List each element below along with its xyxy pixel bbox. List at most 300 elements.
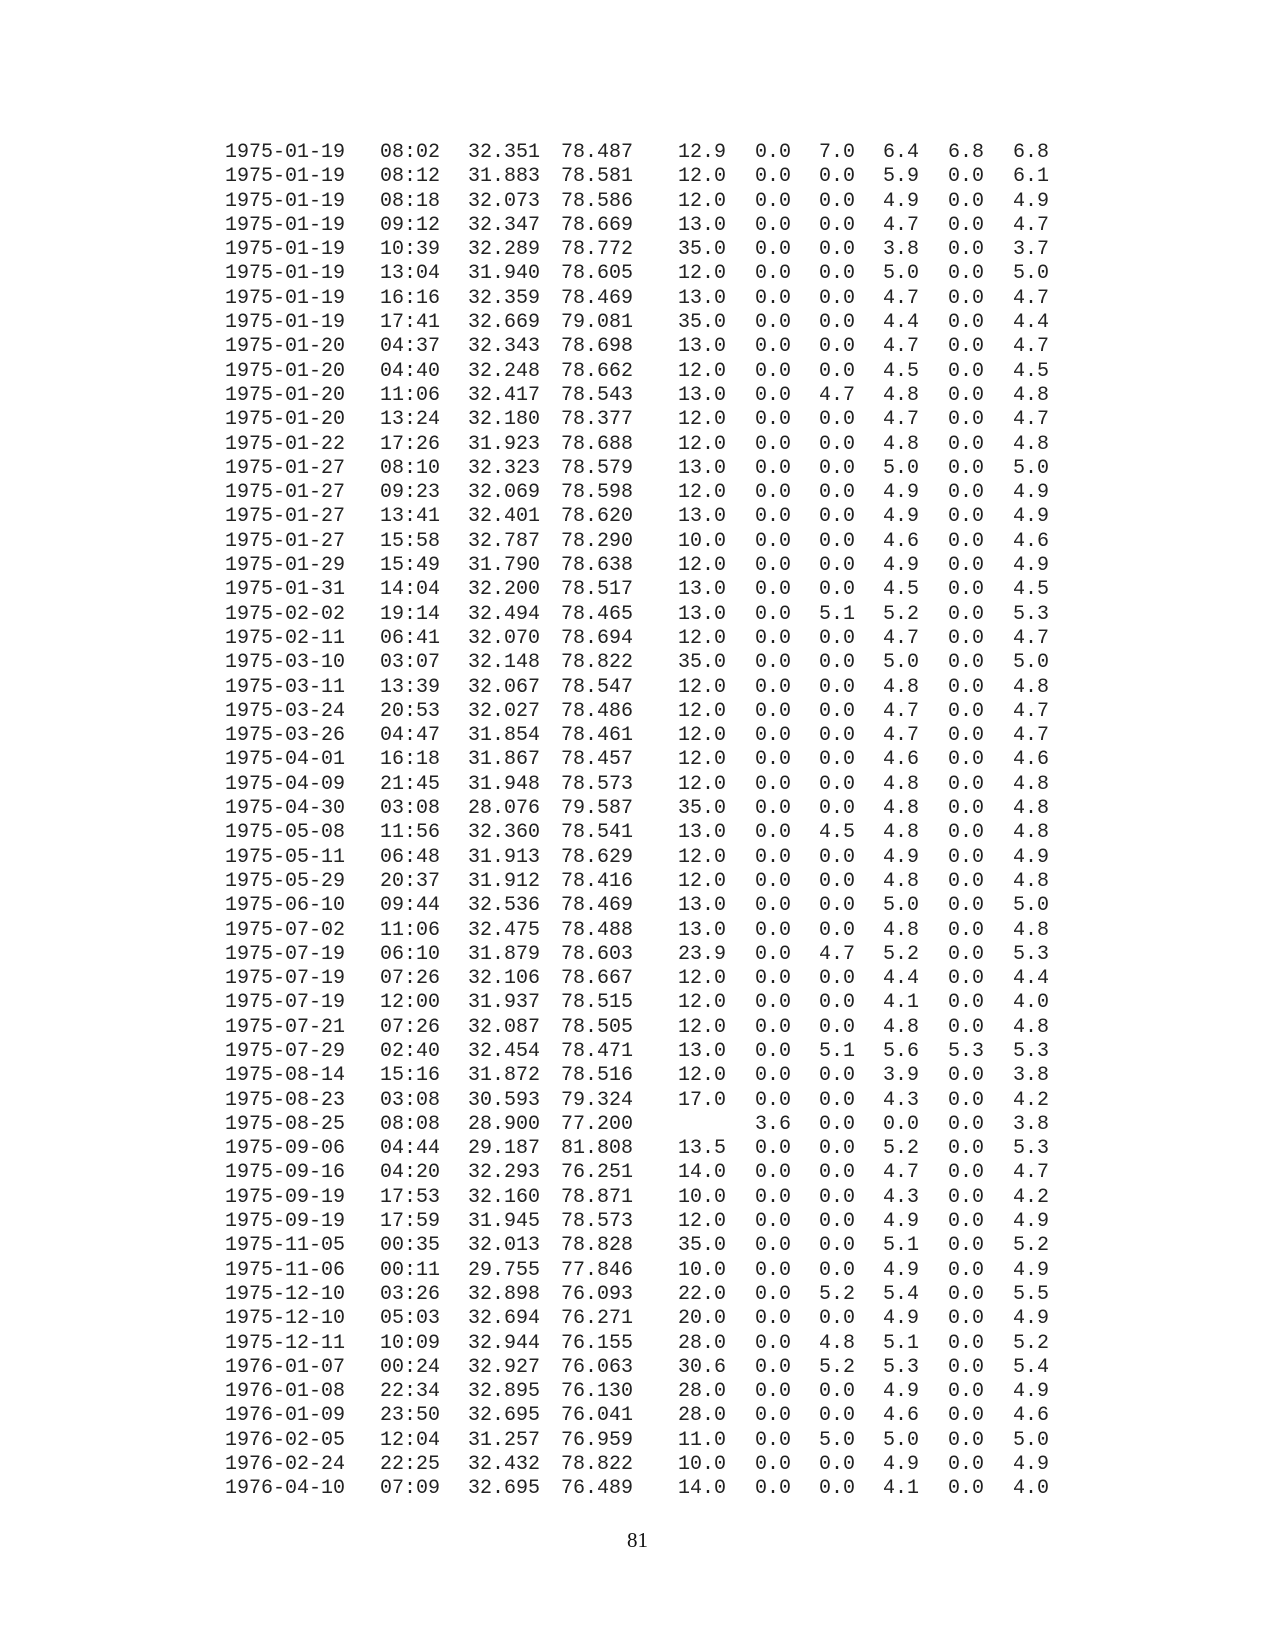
- table-cell: 04:47: [380, 724, 441, 748]
- table-cell: 13.0: [678, 456, 727, 480]
- table-cell: 5.0: [1013, 262, 1050, 286]
- table-cell: 4.9: [1013, 1258, 1050, 1282]
- table-cell: 0.0: [948, 432, 985, 456]
- table-cell: 1975-01-29: [225, 554, 346, 578]
- table-cell: 0.0: [755, 1088, 792, 1112]
- table-cell: 1975-08-23: [225, 1088, 346, 1112]
- table-cell: 4.0: [1013, 1477, 1050, 1501]
- table-cell: 12.0: [678, 1015, 727, 1039]
- table-cell: 0.0: [948, 724, 985, 748]
- table-cell: 78.579: [561, 456, 634, 480]
- table-cell: 32.536: [468, 894, 541, 918]
- table-cell: 76.041: [561, 1404, 634, 1428]
- table-cell: 32.401: [468, 505, 541, 529]
- table-cell: 0.0: [819, 238, 856, 262]
- table-cell: 4.9: [1013, 1380, 1050, 1404]
- table-cell: 12.0: [678, 675, 727, 699]
- table-cell: 32.898: [468, 1282, 541, 1306]
- table-cell: 0.0: [819, 1380, 856, 1404]
- table-cell: 78.573: [561, 772, 634, 796]
- table-cell: 1975-01-19: [225, 286, 346, 310]
- table-cell: 29.187: [468, 1137, 541, 1161]
- table-cell: 0.0: [755, 481, 792, 505]
- table-cell: 1975-03-11: [225, 675, 346, 699]
- table-cell: 5.2: [883, 602, 920, 626]
- table-cell: 0.0: [948, 748, 985, 772]
- table-cell: 0.0: [819, 165, 856, 189]
- table-cell: 4.8: [1013, 1015, 1050, 1039]
- table-cell: 0.0: [948, 578, 985, 602]
- table-cell: 0.0: [948, 1331, 985, 1355]
- table-cell: 0.0: [948, 554, 985, 578]
- table-cell: 0.0: [755, 1331, 792, 1355]
- table-cell: 0.0: [755, 942, 792, 966]
- table-cell: 4.9: [1013, 481, 1050, 505]
- table-cell: 76.251: [561, 1161, 634, 1185]
- table-cell: 0.0: [948, 845, 985, 869]
- table-cell: 23:50: [380, 1404, 441, 1428]
- table-cell: 12.0: [678, 626, 727, 650]
- table-cell: 20.0: [678, 1307, 727, 1331]
- table-cell: 78.461: [561, 724, 634, 748]
- table-cell: 13:39: [380, 675, 441, 699]
- table-cell: 32.475: [468, 918, 541, 942]
- table-cell: 4.5: [1013, 578, 1050, 602]
- table-cell: 0.0: [948, 213, 985, 237]
- table-cell: 09:12: [380, 213, 441, 237]
- table-cell: 4.8: [883, 869, 920, 893]
- table-cell: 4.6: [883, 1404, 920, 1428]
- table-cell: 78.822: [561, 651, 634, 675]
- table-cell: 0.0: [948, 311, 985, 335]
- table-cell: 78.547: [561, 675, 634, 699]
- table-cell: 78.828: [561, 1234, 634, 1258]
- table-cell: 13.0: [678, 918, 727, 942]
- table-cell: 0.0: [948, 1404, 985, 1428]
- table-cell: 0.0: [755, 1039, 792, 1063]
- table-cell: 0.0: [755, 918, 792, 942]
- table-cell: 0.0: [755, 1258, 792, 1282]
- table-cell: 0.0: [948, 1380, 985, 1404]
- table-cell: 76.271: [561, 1307, 634, 1331]
- table-cell: 78.541: [561, 821, 634, 845]
- table-cell: 1975-12-10: [225, 1282, 346, 1306]
- table-cell: 00:24: [380, 1355, 441, 1379]
- table-cell: 78.605: [561, 262, 634, 286]
- table-cell: 0.0: [948, 626, 985, 650]
- table-cell: 32.069: [468, 481, 541, 505]
- table-cell: 0.0: [819, 651, 856, 675]
- table-cell: 0.0: [819, 626, 856, 650]
- table-cell: 4.7: [883, 626, 920, 650]
- table-cell: 78.822: [561, 1453, 634, 1477]
- table-cell: 32.160: [468, 1185, 541, 1209]
- table-cell: 1975-01-19: [225, 238, 346, 262]
- table-cell: 0.0: [948, 894, 985, 918]
- table-cell: 32.695: [468, 1477, 541, 1501]
- table-cell: 4.4: [1013, 311, 1050, 335]
- table-cell: 4.7: [883, 699, 920, 723]
- table-cell: 5.0: [883, 1428, 920, 1452]
- table-cell: 5.2: [819, 1355, 856, 1379]
- table-cell: 35.0: [678, 1234, 727, 1258]
- table-cell: 19:14: [380, 602, 441, 626]
- table-cell: 5.0: [1013, 1428, 1050, 1452]
- table-cell: 4.6: [1013, 529, 1050, 553]
- table-cell: 4.8: [883, 432, 920, 456]
- table-cell: 32.067: [468, 675, 541, 699]
- table-cell: 5.2: [1013, 1234, 1050, 1258]
- table-cell: 79.081: [561, 311, 634, 335]
- table-cell: 4.4: [883, 311, 920, 335]
- table-cell: 32.351: [468, 141, 541, 164]
- table-cell: 08:18: [380, 189, 441, 213]
- table-cell: 1975-07-21: [225, 1015, 346, 1039]
- table-cell: 32.694: [468, 1307, 541, 1331]
- table-cell: 78.515: [561, 991, 634, 1015]
- table-cell: 28.900: [468, 1112, 541, 1136]
- table-cell: 0.0: [948, 1282, 985, 1306]
- table-cell: 30.593: [468, 1088, 541, 1112]
- table-cell: 0.0: [819, 1185, 856, 1209]
- table-cell: 5.5: [1013, 1282, 1050, 1306]
- table-cell: 4.7: [1013, 286, 1050, 310]
- table-cell: 35.0: [678, 797, 727, 821]
- table-cell: 0.0: [948, 1453, 985, 1477]
- table-cell: 0.0: [755, 991, 792, 1015]
- table-cell: 4.8: [883, 1015, 920, 1039]
- table-cell: 1975-02-02: [225, 602, 346, 626]
- table-cell: 4.1: [883, 1477, 920, 1501]
- table-cell: 0.0: [948, 262, 985, 286]
- table-cell: 0.0: [755, 869, 792, 893]
- table-cell: 0.0: [948, 602, 985, 626]
- table-cell: 0.0: [755, 141, 792, 164]
- table-cell: 5.0: [1013, 456, 1050, 480]
- table-cell: 09:23: [380, 481, 441, 505]
- table-cell: 1975-04-01: [225, 748, 346, 772]
- table-cell: 1975-06-10: [225, 894, 346, 918]
- page-number: 81: [627, 1528, 648, 1552]
- table-cell: 3.7: [1013, 238, 1050, 262]
- table-cell: 0.0: [948, 1307, 985, 1331]
- table-cell: 5.2: [819, 1282, 856, 1306]
- table-cell: 0.0: [819, 1234, 856, 1258]
- table-cell: 35.0: [678, 238, 727, 262]
- table-cell: 4.4: [1013, 967, 1050, 991]
- table-cell: 0.0: [948, 1234, 985, 1258]
- table-cell: 32.787: [468, 529, 541, 553]
- table-cell: 78.469: [561, 894, 634, 918]
- table-cell: 08:08: [380, 1112, 441, 1136]
- table-cell: 4.8: [1013, 432, 1050, 456]
- table-cell: 4.7: [1013, 1161, 1050, 1185]
- table-cell: 6.4: [883, 141, 920, 164]
- table-cell: 4.5: [819, 821, 856, 845]
- table-cell: 5.2: [883, 1137, 920, 1161]
- table-cell: 1975-03-26: [225, 724, 346, 748]
- table-cell: 0.0: [819, 481, 856, 505]
- table-cell: 17.0: [678, 1088, 727, 1112]
- table-cell: 0.0: [819, 529, 856, 553]
- table-cell: 1975-01-19: [225, 165, 346, 189]
- table-cell: 32.180: [468, 408, 541, 432]
- table-cell: 0.0: [755, 359, 792, 383]
- table-cell: 0.0: [819, 1112, 856, 1136]
- table-cell: 32.669: [468, 311, 541, 335]
- table-cell: 4.7: [883, 724, 920, 748]
- table-cell: 32.073: [468, 189, 541, 213]
- table-cell: 32.087: [468, 1015, 541, 1039]
- table-cell: 13.0: [678, 383, 727, 407]
- table-cell: 0.0: [948, 165, 985, 189]
- table-cell: 0.0: [819, 1477, 856, 1501]
- table-cell: 0.0: [948, 1185, 985, 1209]
- table-cell: 32.248: [468, 359, 541, 383]
- table-cell: 1975-01-22: [225, 432, 346, 456]
- table-cell: 1975-01-19: [225, 311, 346, 335]
- table-cell: 17:59: [380, 1210, 441, 1234]
- table-cell: 6.1: [1013, 165, 1050, 189]
- table-cell: 0.0: [819, 1088, 856, 1112]
- table-cell: 5.3: [1013, 1039, 1050, 1063]
- table-cell: 32.432: [468, 1453, 541, 1477]
- table-cell: 28.0: [678, 1404, 727, 1428]
- table-cell: 32.927: [468, 1355, 541, 1379]
- table-cell: 0.0: [755, 602, 792, 626]
- table-cell: 0.0: [819, 213, 856, 237]
- table-cell: 1975-04-30: [225, 797, 346, 821]
- table-cell: 5.1: [819, 602, 856, 626]
- table-cell: 5.3: [1013, 1137, 1050, 1161]
- table-cell: 0.0: [819, 286, 856, 310]
- table-cell: 12.0: [678, 1210, 727, 1234]
- table-cell: 0.0: [819, 578, 856, 602]
- table-cell: 76.093: [561, 1282, 634, 1306]
- table-cell: 0.0: [819, 894, 856, 918]
- table-cell: 0.0: [755, 554, 792, 578]
- table-cell: 1975-03-24: [225, 699, 346, 723]
- table-cell: 1975-05-11: [225, 845, 346, 869]
- table-cell: 31.937: [468, 991, 541, 1015]
- table-cell: 0.0: [948, 797, 985, 821]
- table-cell: 1975-07-19: [225, 991, 346, 1015]
- table-cell: 1975-12-11: [225, 1331, 346, 1355]
- table-cell: 5.3: [948, 1039, 985, 1063]
- table-cell: 03:07: [380, 651, 441, 675]
- table-cell: 0.0: [755, 699, 792, 723]
- table-cell: 1975-02-11: [225, 626, 346, 650]
- table-cell: 0.0: [819, 456, 856, 480]
- table-cell: 1975-03-10: [225, 651, 346, 675]
- table-cell: 0.0: [755, 1380, 792, 1404]
- table-cell: 0.0: [755, 1477, 792, 1501]
- table-cell: 78.517: [561, 578, 634, 602]
- table-cell: 4.8: [883, 797, 920, 821]
- table-cell: 4.9: [883, 505, 920, 529]
- table-cell: 0.0: [755, 821, 792, 845]
- table-cell: 0.0: [755, 238, 792, 262]
- table-cell: 5.4: [883, 1282, 920, 1306]
- table-cell: 1975-01-20: [225, 335, 346, 359]
- table-cell: 04:37: [380, 335, 441, 359]
- table-cell: 11:06: [380, 918, 441, 942]
- table-cell: 4.6: [883, 529, 920, 553]
- table-cell: 12.0: [678, 699, 727, 723]
- table-cell: 4.9: [883, 1453, 920, 1477]
- table-cell: 78.465: [561, 602, 634, 626]
- table-cell: 0.0: [755, 797, 792, 821]
- table-cell: 1976-01-08: [225, 1380, 346, 1404]
- table-cell: 5.4: [1013, 1355, 1050, 1379]
- table-cell: 0.0: [819, 724, 856, 748]
- table-cell: 32.347: [468, 213, 541, 237]
- table-cell: 30.6: [678, 1355, 727, 1379]
- table-cell: 4.7: [1013, 626, 1050, 650]
- table-cell: 4.7: [883, 286, 920, 310]
- table-cell: 04:44: [380, 1137, 441, 1161]
- table-cell: 4.8: [883, 821, 920, 845]
- table-cell: 0.0: [755, 894, 792, 918]
- table-cell: 78.667: [561, 967, 634, 991]
- table-cell: 4.2: [1013, 1185, 1050, 1209]
- table-cell: 32.343: [468, 335, 541, 359]
- table-cell: 1975-01-27: [225, 529, 346, 553]
- table-cell: 20:37: [380, 869, 441, 893]
- table-cell: 1975-01-27: [225, 505, 346, 529]
- table-cell: 31.913: [468, 845, 541, 869]
- table-cell: 1975-01-20: [225, 359, 346, 383]
- table-cell: 79.587: [561, 797, 634, 821]
- table-cell: 03:26: [380, 1282, 441, 1306]
- table-cell: 0.0: [819, 1210, 856, 1234]
- table-cell: 78.290: [561, 529, 634, 553]
- table-cell: 5.3: [1013, 602, 1050, 626]
- table-cell: 76.063: [561, 1355, 634, 1379]
- table-cell: 22:25: [380, 1453, 441, 1477]
- table-cell: 0.0: [755, 675, 792, 699]
- table-cell: 1976-04-10: [225, 1477, 346, 1501]
- table-cell: 12.0: [678, 967, 727, 991]
- table-cell: 32.494: [468, 602, 541, 626]
- table-cell: 4.5: [883, 359, 920, 383]
- table-cell: 76.130: [561, 1380, 634, 1404]
- table-cell: 04:20: [380, 1161, 441, 1185]
- table-cell: 76.959: [561, 1428, 634, 1452]
- table-cell: 13:04: [380, 262, 441, 286]
- table-cell: 0.0: [755, 845, 792, 869]
- table-cell: 0.0: [819, 311, 856, 335]
- table-cell: 4.8: [1013, 869, 1050, 893]
- table-cell: 0.0: [755, 1064, 792, 1088]
- table-cell: 1975-01-19: [225, 189, 346, 213]
- table-cell: 31.940: [468, 262, 541, 286]
- table-cell: 0.0: [948, 1210, 985, 1234]
- table-cell: 0.0: [948, 772, 985, 796]
- table-cell: 13:24: [380, 408, 441, 432]
- table-cell: 4.8: [1013, 797, 1050, 821]
- table-cell: 31.867: [468, 748, 541, 772]
- table-cell: 0.0: [948, 699, 985, 723]
- table-cell: 13.0: [678, 894, 727, 918]
- table-cell: 16:16: [380, 286, 441, 310]
- table-cell: 78.694: [561, 626, 634, 650]
- table-cell: 4.8: [1013, 918, 1050, 942]
- table-cell: 4.8: [883, 772, 920, 796]
- table-cell: 4.9: [1013, 845, 1050, 869]
- table-cell: 1975-09-19: [225, 1210, 346, 1234]
- table-cell: 0.0: [755, 748, 792, 772]
- table-cell: 06:48: [380, 845, 441, 869]
- table-cell: 32.200: [468, 578, 541, 602]
- table-cell: 12.9: [678, 141, 727, 164]
- table-cell: 4.6: [883, 748, 920, 772]
- table-cell: 10.0: [678, 1258, 727, 1282]
- table-cell: 4.8: [1013, 383, 1050, 407]
- table-cell: 00:35: [380, 1234, 441, 1258]
- table-cell: 4.9: [1013, 1453, 1050, 1477]
- table-cell: 0.0: [755, 1234, 792, 1258]
- table-cell: 78.471: [561, 1039, 634, 1063]
- table-cell: 4.9: [1013, 554, 1050, 578]
- table-cell: 78.486: [561, 699, 634, 723]
- table-cell: 0.0: [948, 1355, 985, 1379]
- table-cell: 1975-01-19: [225, 262, 346, 286]
- table-cell: 03:08: [380, 797, 441, 821]
- table-cell: 12.0: [678, 991, 727, 1015]
- table-cell: 0.0: [948, 1477, 985, 1501]
- table-cell: 10:09: [380, 1331, 441, 1355]
- table-cell: 4.9: [883, 1210, 920, 1234]
- table-cell: 06:10: [380, 942, 441, 966]
- table-cell: 1975-09-19: [225, 1185, 346, 1209]
- table-cell: 13.0: [678, 505, 727, 529]
- table-cell: 17:53: [380, 1185, 441, 1209]
- table-cell: 05:03: [380, 1307, 441, 1331]
- table-cell: 32.417: [468, 383, 541, 407]
- table-cell: 0.0: [819, 262, 856, 286]
- table-cell: 4.3: [883, 1088, 920, 1112]
- table-cell: 78.603: [561, 942, 634, 966]
- table-cell: 0.0: [755, 1453, 792, 1477]
- table-cell: 0.0: [948, 918, 985, 942]
- table-cell: 04:40: [380, 359, 441, 383]
- table-cell: 12.0: [678, 165, 727, 189]
- table-cell: 12.0: [678, 189, 727, 213]
- table-cell: 0.0: [755, 286, 792, 310]
- table-cell: 4.9: [1013, 189, 1050, 213]
- table-cell: 4.8: [1013, 821, 1050, 845]
- table-cell: 0.0: [948, 481, 985, 505]
- table-cell: 0.0: [948, 505, 985, 529]
- table-cell: 12.0: [678, 432, 727, 456]
- table-cell: 08:02: [380, 141, 441, 164]
- table-cell: 0.0: [819, 1307, 856, 1331]
- table-cell: 0.0: [819, 845, 856, 869]
- table-cell: 12.0: [678, 869, 727, 893]
- table-cell: 1975-01-20: [225, 383, 346, 407]
- table-cell: 0.0: [819, 1064, 856, 1088]
- table-cell: 4.8: [1013, 772, 1050, 796]
- table-cell: 0.0: [819, 1453, 856, 1477]
- table-cell: 0.0: [948, 1137, 985, 1161]
- table-cell: 5.1: [883, 1331, 920, 1355]
- table-cell: 4.0: [1013, 991, 1050, 1015]
- table-cell: 22:34: [380, 1380, 441, 1404]
- table-cell: 0.0: [948, 189, 985, 213]
- table-cell: 13.0: [678, 286, 727, 310]
- table-cell: 17:41: [380, 311, 441, 335]
